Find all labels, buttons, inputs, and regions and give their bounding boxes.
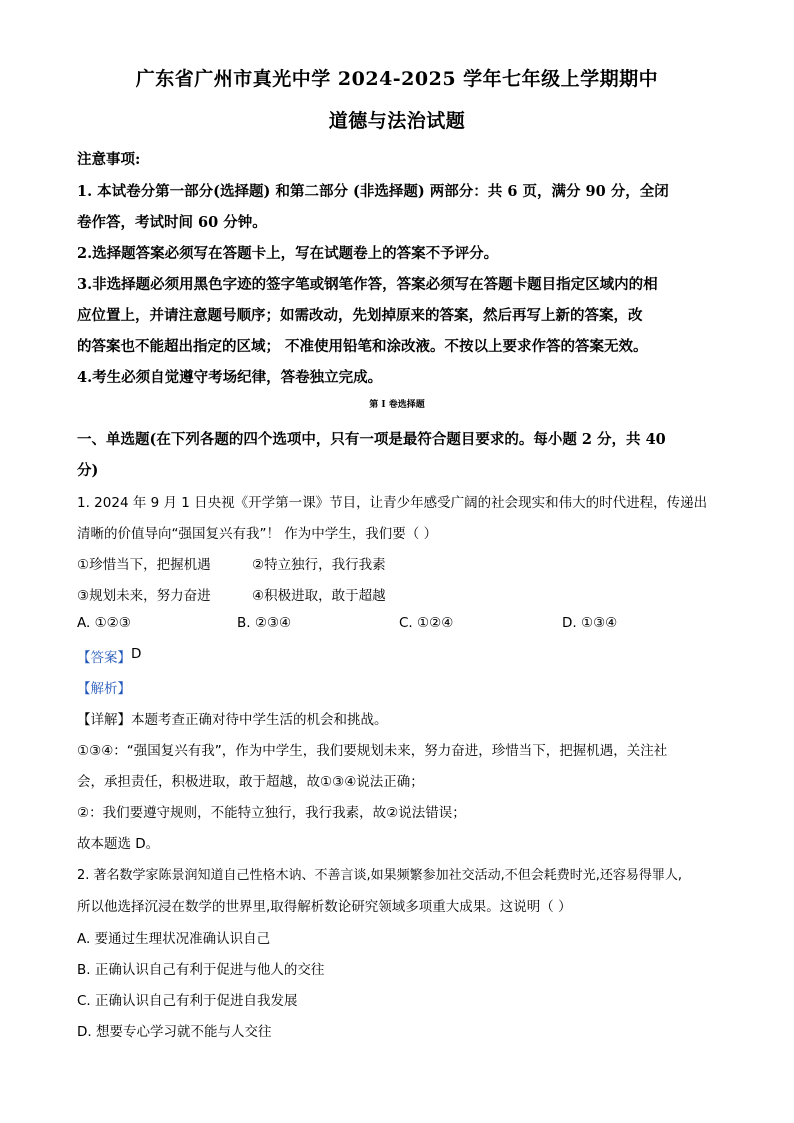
part1-heading: 第 I 卷选择题 (369, 400, 425, 410)
q1-explanation: ①③④：“强国复兴有我”，作为中学生，我们要规划未来，努力奋进，珍惜当下，把握机遇，关注社 (77, 743, 668, 759)
q2-option-d: D. 想要专心学习就不能与人交往 (77, 1024, 272, 1040)
q1-item: ②特立独行，我行我素 (252, 557, 386, 573)
notice-line: 2.选择题答案必须写在答题卡上，写在试题卷上的答案不予评分。 (77, 245, 499, 262)
q1-item: ③规划未来，努力奋进 (77, 588, 211, 604)
section-heading-cont: 分) (77, 462, 99, 479)
q1-option-b: B. ②③④ (237, 615, 292, 631)
q1-item: ①珍惜当下，把握机遇 (77, 557, 211, 573)
q1-item: ④积极进取，敢于超越 (252, 588, 386, 604)
exam-subtitle: 道德与法治试题 (328, 110, 466, 132)
q2-option-c: C. 正确认识自己有利于促进自我发展 (77, 993, 298, 1009)
notice-line: 4.考生必须自觉遵守考场纪律，答卷独立完成。 (77, 369, 383, 386)
notice-line: 的答案也不能超出指定的区域； 不准使用铅笔和涂改液。不按以上要求作答的答案无效。 (77, 338, 648, 355)
q1-stem-cont: 清晰的价值导向“强国复兴有我”！ 作为中学生，我们要（ ） (77, 526, 438, 542)
answer-tag: 【答案】 (77, 650, 131, 666)
q1-answer: D (131, 646, 142, 662)
notice-line: 应位置上，并请注意题号顺序；如需改动，先划掉原来的答案，然后再写上新的答案，改 (77, 307, 643, 324)
q1-explanation: ②：我们要遵守规则，不能特立独行，我行我素，故②说法错误； (77, 805, 466, 821)
q1-option-d: D. ①③④ (562, 615, 618, 631)
detail-tag: 【详解】 (77, 712, 131, 728)
notice-line: 卷作答，考试时间 60 分钟。 (77, 214, 267, 231)
q1-explanation: 会，承担责任，积极进取，敢于超越，故①③④说法正确； (77, 774, 424, 790)
section-heading: 一、单选题(在下列各题的四个选项中，只有一项是最符合题目要求的。每小题 2 分，共 40 (77, 431, 666, 448)
notice-line: 3.非选择题必须用黑色字迹的签字笔或钢笔作答，答案必须写在答题卡题目指定区域内的相 (77, 276, 658, 293)
notice-line: 1. 本试卷分第一部分(选择题) 和第二部分 (非选择题) 两部分：共 6 页，满分 90 分，全闭 (77, 183, 669, 200)
notice-heading: 注意事项: (77, 151, 141, 168)
q1-option-a: A. ①②③ (77, 615, 131, 631)
q1-detail: 本题考查正确对待中学生活的机会和挑战。 (131, 712, 388, 728)
q1-stem: 1. 2024 年 9 月 1 日央视《开学第一课》节目，让青少年感受广阔的社会现实和伟大的时代进程，传递出 (77, 495, 708, 511)
exam-title: 广东省广州市真光中学 2024-2025 学年七年级上学期期中 (135, 68, 659, 90)
q2-stem: 2. 著名数学家陈景润知道自己性格木讷、不善言谈,如果频繁参加社交活动,不但会耗费时光,还容易得罪人, (77, 868, 683, 883)
q1-option-c: C. ①②④ (399, 615, 454, 631)
q2-stem-cont: 所以他选择沉浸在数学的世界里,取得解析数论研究领域多项重大成果。这说明（ ） (77, 899, 572, 915)
q2-option-b: B. 正确认识自己有利于促进与他人的交往 (77, 962, 325, 978)
analysis-tag: 【解析】 (77, 681, 131, 697)
q1-explanation: 故本题选 D。 (77, 836, 160, 852)
q2-option-a: A. 要通过生理状况准确认识自己 (77, 931, 271, 947)
